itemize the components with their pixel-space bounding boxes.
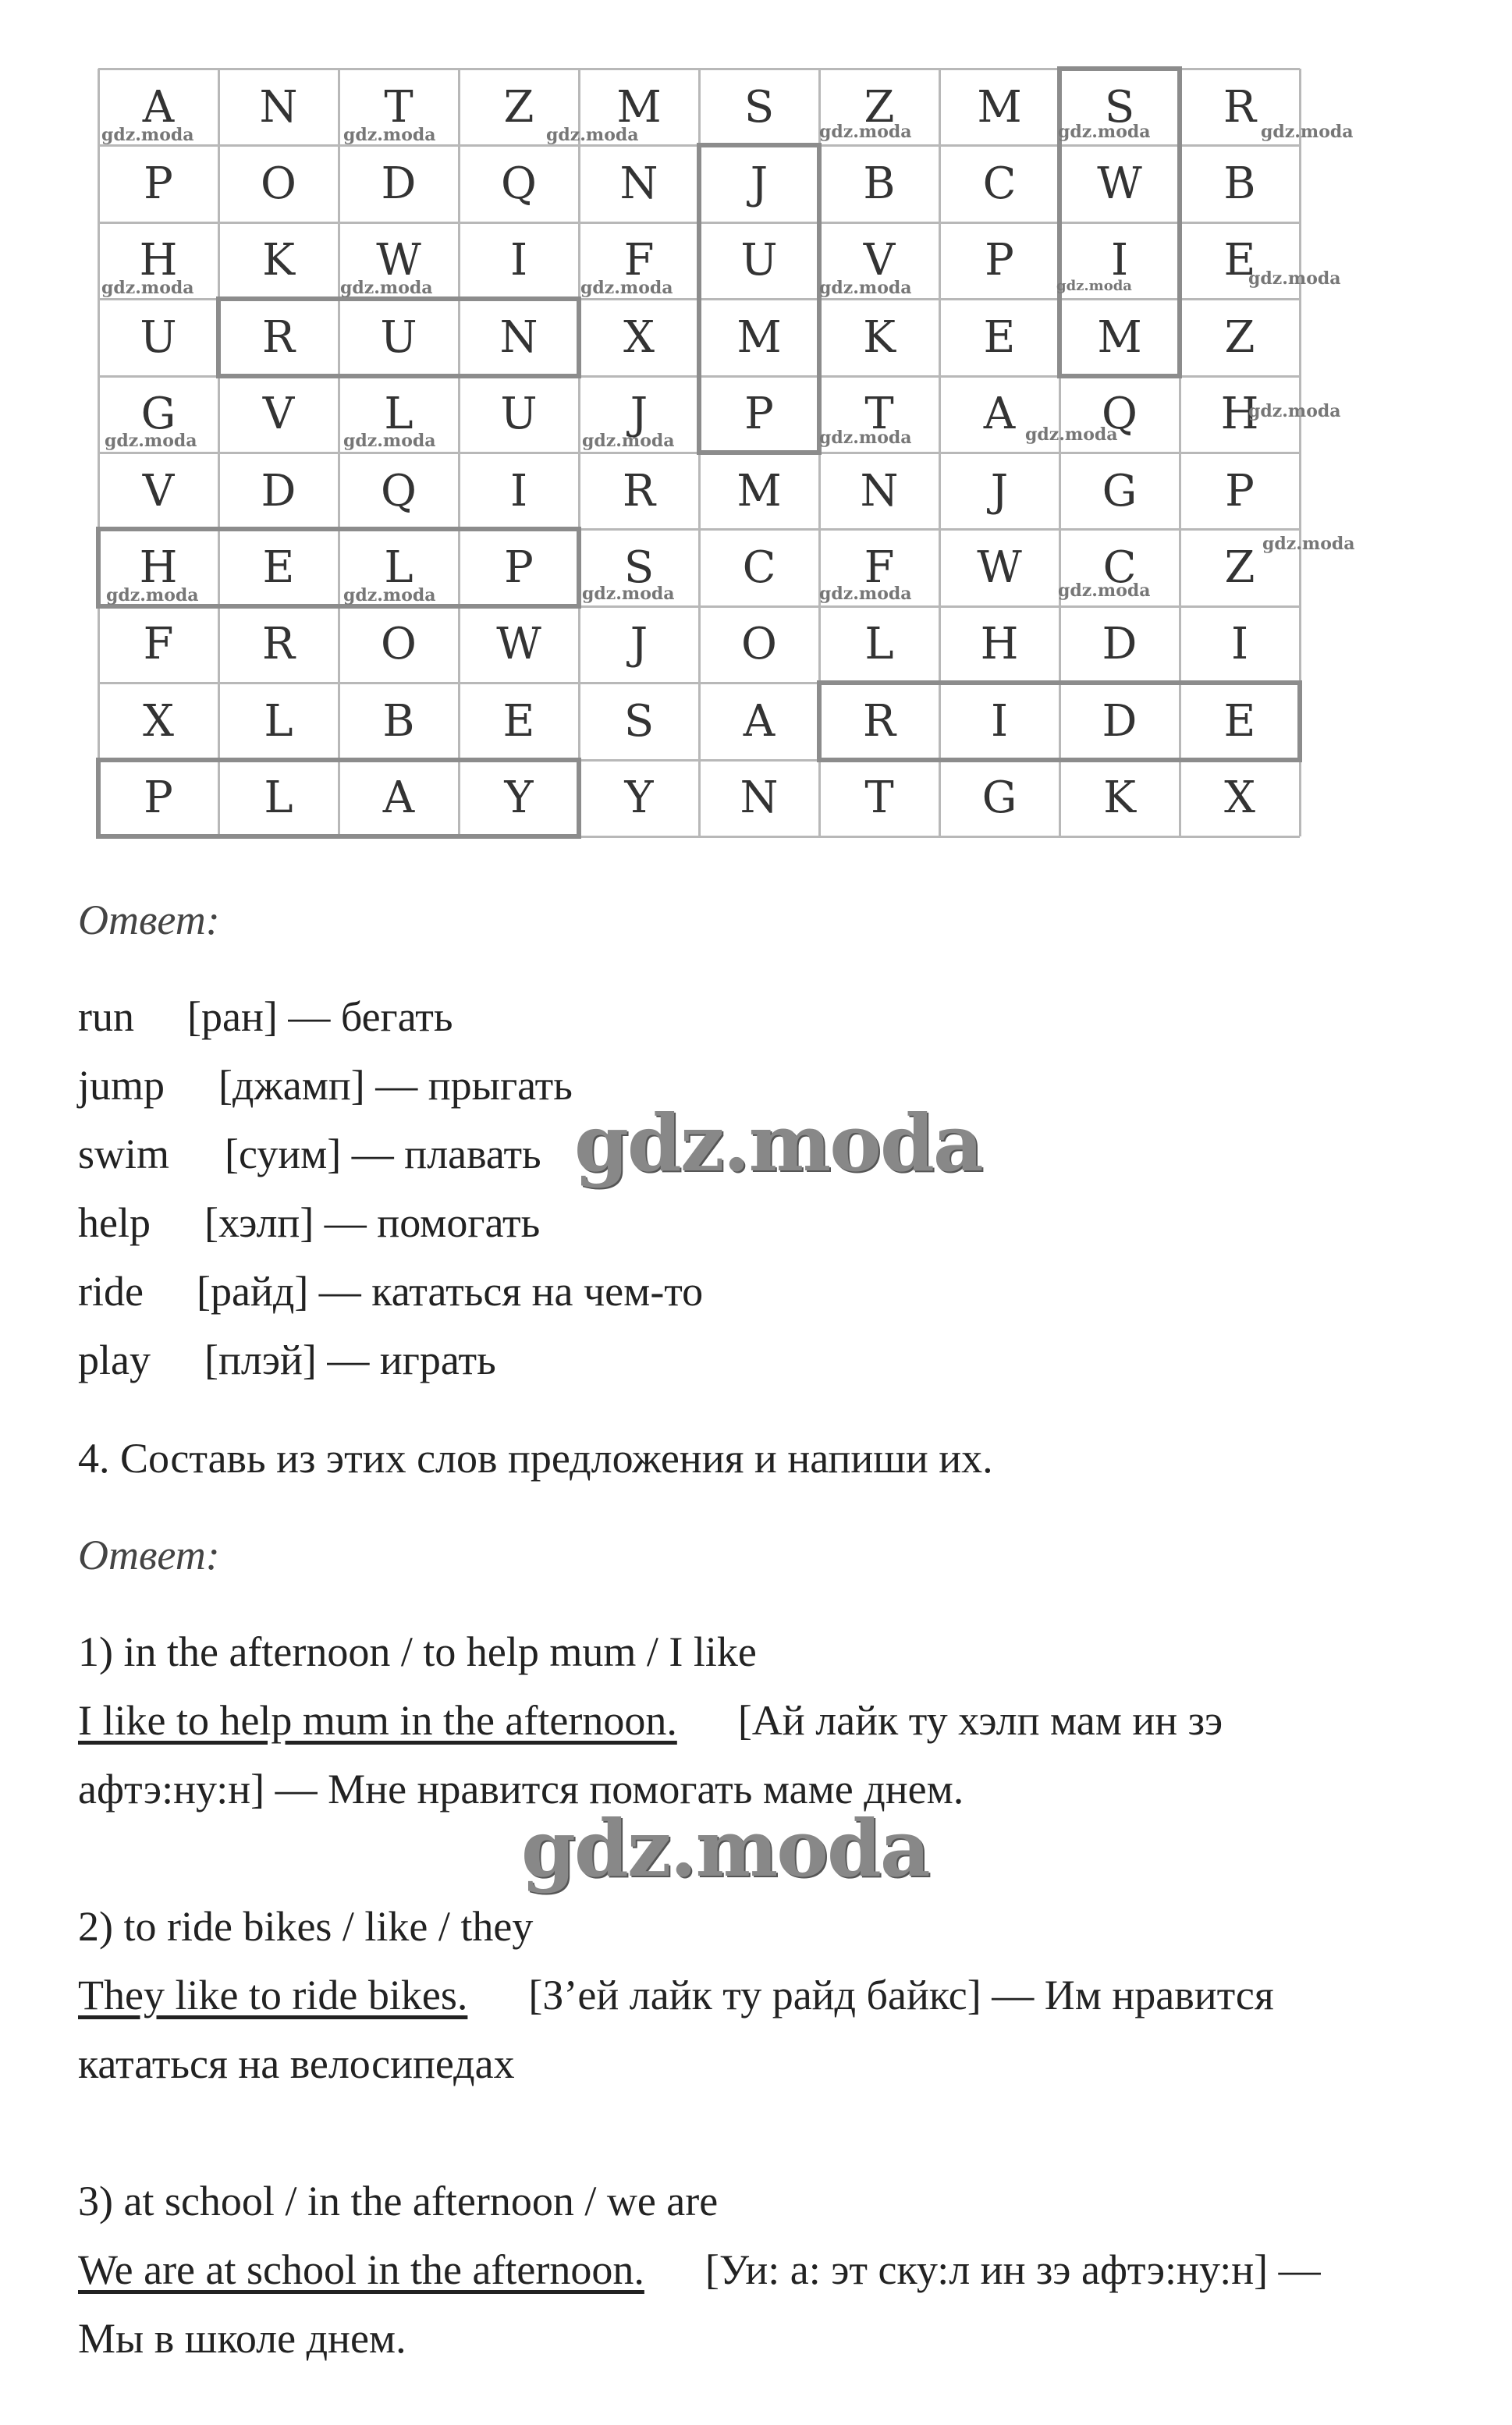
grid-cell: L xyxy=(384,542,413,594)
grid-cell: V xyxy=(863,235,896,286)
grid-cell: L xyxy=(264,695,293,747)
transcription-cont: кататься на велосипедах xyxy=(78,2040,515,2087)
grid-cell: J xyxy=(630,389,648,440)
grid-cell: C xyxy=(982,158,1017,210)
grid-cell: N xyxy=(499,311,538,363)
watermark-small: gdz.moda xyxy=(1262,534,1355,554)
grid-cell: S xyxy=(623,542,655,594)
grid-cell: Q xyxy=(381,465,417,517)
grid-cell: B xyxy=(382,695,415,747)
grid-cell: P xyxy=(144,158,173,210)
grid-cell: J xyxy=(750,158,768,210)
grid-cell: M xyxy=(616,81,662,133)
transcription: [Ай лайк ту хэлп мам ин зэ xyxy=(737,1697,1223,1744)
grid-cell: B xyxy=(1223,158,1256,210)
grid-cell: W xyxy=(977,542,1022,594)
watermark-small: gdz.moda xyxy=(1025,424,1118,445)
found-word-jump xyxy=(697,143,822,455)
found-word-play xyxy=(96,758,581,839)
grid-cell: F xyxy=(143,619,174,670)
watermark-small: gdz.moda xyxy=(819,122,912,142)
grid-cell: U xyxy=(380,311,417,363)
grid-cell: J xyxy=(990,465,1009,517)
watermark-small: gdz.moda xyxy=(1248,268,1341,289)
vocab-english: ride xyxy=(78,1268,144,1315)
grid-cell: K xyxy=(863,311,896,363)
grid-cell: W xyxy=(376,235,421,286)
grid-cell: L xyxy=(264,772,293,824)
grid-cell: O xyxy=(741,619,777,670)
vocab-line xyxy=(78,1267,703,1315)
grid-cell: N xyxy=(740,772,779,824)
grid-cell: U xyxy=(500,389,538,440)
watermark-big: gdz.moda xyxy=(521,1802,929,1894)
watermark-small: gdz.moda xyxy=(343,431,436,451)
grid-cell: C xyxy=(1102,542,1137,594)
grid-cell: W xyxy=(1097,158,1142,210)
grid-cell: S xyxy=(1104,81,1135,133)
grid-cell: A xyxy=(983,389,1016,440)
watermark-small: gdz.moda xyxy=(819,584,912,604)
grid-cell: F xyxy=(623,235,655,286)
prompt-line: 2) to ride bikes / like / they xyxy=(78,1903,534,1950)
transcription: [З’ей лайк ту райд байкс] — Им нравится xyxy=(528,1972,1274,2018)
grid-cell: E xyxy=(1223,695,1256,747)
vocab-line xyxy=(78,992,453,1041)
grid-cell: U xyxy=(140,311,177,363)
vocab-english: play xyxy=(78,1337,151,1383)
grid-cell: U xyxy=(740,235,778,286)
watermark-small: gdz.moda xyxy=(340,278,433,298)
grid-cell: H xyxy=(139,542,178,594)
watermark-small: gdz.moda xyxy=(343,585,436,605)
grid-cell: I xyxy=(990,695,1009,747)
grid-cell: V xyxy=(262,389,295,440)
grid-cell: K xyxy=(262,235,295,286)
answer-sentence: I like to help mum in the afternoon. xyxy=(78,1697,677,1744)
grid-cell: X xyxy=(623,311,655,363)
vocab-translation: [джамп] — прыгать xyxy=(218,1062,573,1109)
grid-cell: M xyxy=(977,81,1022,133)
grid-cell: T xyxy=(864,772,894,824)
vocab-translation: [ран] — бегать xyxy=(187,993,453,1040)
grid-cell: X xyxy=(143,695,174,747)
found-word-ride xyxy=(817,680,1302,762)
watermark-small: gdz.moda xyxy=(582,584,675,604)
grid-cell: I xyxy=(509,465,528,517)
grid-cell: Y xyxy=(624,772,654,824)
grid-cell: Y xyxy=(504,772,534,824)
grid-cell: I xyxy=(1110,235,1129,286)
grid-cell: R xyxy=(862,695,896,747)
grid-cell: D xyxy=(1102,619,1138,670)
grid-cell: R xyxy=(622,465,656,517)
grid-cell: F xyxy=(864,542,895,594)
grid-cell: I xyxy=(1230,619,1249,670)
answer-sentence: We are at school in the afternoon. xyxy=(78,2246,644,2293)
vocab-english: swim xyxy=(78,1131,170,1177)
grid-cell: Q xyxy=(1102,389,1138,440)
grid-cell: M xyxy=(1097,311,1142,363)
grid-cell: P xyxy=(504,542,534,594)
watermark-small: gdz.moda xyxy=(1056,278,1132,294)
grid-cell: T xyxy=(864,389,894,440)
grid-cell: W xyxy=(496,619,541,670)
grid-cell: G xyxy=(140,389,176,440)
grid-cell: N xyxy=(860,465,899,517)
grid-cell: H xyxy=(139,235,178,286)
answer-line xyxy=(78,1971,1274,2019)
grid-cell: X xyxy=(1224,772,1255,824)
grid-cell: K xyxy=(1103,772,1136,824)
watermark-small: gdz.moda xyxy=(1248,401,1341,421)
prompt-line: 1) in the afternoon / to help mum / I like xyxy=(78,1628,757,1675)
answer-label: Ответ: xyxy=(78,1532,220,1578)
grid-cell: D xyxy=(261,465,296,517)
word-search-grid xyxy=(98,69,1300,836)
found-word-run xyxy=(216,296,581,378)
vocab-line xyxy=(78,1336,496,1384)
grid-cell: V xyxy=(142,465,175,517)
grid-cell: O xyxy=(261,158,296,210)
watermark-big: gdz.moda xyxy=(574,1097,982,1189)
grid-cell: J xyxy=(630,619,648,670)
grid-cell: H xyxy=(980,619,1019,670)
watermark-small: gdz.moda xyxy=(546,125,639,145)
grid-cell: P xyxy=(144,772,173,824)
grid-cell: Z xyxy=(1224,542,1255,594)
grid-cell: Z xyxy=(1224,311,1255,363)
vocab-english: run xyxy=(78,993,134,1040)
grid-cell: M xyxy=(736,311,782,363)
grid-cell: R xyxy=(261,619,296,670)
found-word-swim xyxy=(1057,66,1182,378)
watermark-small: gdz.moda xyxy=(1261,122,1354,142)
vocab-line xyxy=(78,1198,540,1247)
grid-cell: D xyxy=(381,158,417,210)
grid-cell: A xyxy=(743,695,776,747)
grid-cell: G xyxy=(981,772,1017,824)
grid-cell: R xyxy=(261,311,296,363)
grid-cell: S xyxy=(744,81,775,133)
vocab-translation: [райд] — кататься на чем-то xyxy=(197,1268,704,1315)
grid-cell: N xyxy=(619,158,658,210)
task-title: 4. Составь из этих слов предложения и напиши их. xyxy=(78,1435,993,1482)
answer-line xyxy=(78,2246,1321,2294)
answer-sentence: They like to ride bikes. xyxy=(78,1972,468,2018)
vocab-translation: [плэй] — играть xyxy=(204,1337,496,1383)
answer-line xyxy=(78,1696,1223,1745)
watermark-small: gdz.moda xyxy=(101,278,194,298)
grid-cell: R xyxy=(1223,81,1257,133)
grid-cell: P xyxy=(744,389,774,440)
watermark-small: gdz.moda xyxy=(106,585,199,605)
transcription-cont: афтэ:ну:н] — Мне нравится помогать маме днем. xyxy=(78,1766,964,1813)
grid-cell: S xyxy=(623,695,655,747)
grid-cell: H xyxy=(1220,389,1259,440)
grid-cell: T xyxy=(384,81,413,133)
watermark-small: gdz.moda xyxy=(101,125,194,145)
watermark-small: gdz.moda xyxy=(343,125,436,145)
grid-cell: Z xyxy=(503,81,534,133)
grid-cell: L xyxy=(864,619,894,670)
grid-cell: P xyxy=(985,235,1014,286)
grid-cell: Z xyxy=(864,81,895,133)
watermark-small: gdz.moda xyxy=(819,278,912,298)
grid-cell: P xyxy=(1225,465,1255,517)
grid-cell: D xyxy=(1102,695,1138,747)
grid-cell: O xyxy=(381,619,417,670)
transcription-cont: Мы в школе днем. xyxy=(78,2315,406,2362)
grid-cell: E xyxy=(983,311,1016,363)
grid-cell: C xyxy=(742,542,776,594)
watermark-small: gdz.moda xyxy=(1058,122,1151,142)
grid-cell: E xyxy=(1223,235,1256,286)
vocab-line xyxy=(78,1130,541,1178)
grid-cell: L xyxy=(384,389,413,440)
grid-cell: I xyxy=(509,235,528,286)
grid-cell: B xyxy=(863,158,896,210)
watermark-small: gdz.moda xyxy=(580,278,673,298)
transcription: [Уи: а: эт ску:л ин зэ афтэ:ну:н] — xyxy=(705,2246,1321,2293)
vocab-translation: [хэлп] — помогать xyxy=(204,1199,541,1246)
grid-cell: A xyxy=(142,81,175,133)
vocab-line xyxy=(78,1061,573,1110)
vocab-english: jump xyxy=(78,1062,165,1109)
grid-cell: Q xyxy=(501,158,537,210)
grid-cell: E xyxy=(262,542,295,594)
grid-cell: M xyxy=(736,465,782,517)
grid-cell: N xyxy=(259,81,298,133)
grid-cell: G xyxy=(1102,465,1138,517)
watermark-small: gdz.moda xyxy=(105,431,197,451)
grid-cell: A xyxy=(382,772,415,824)
vocab-translation: [суим] — плавать xyxy=(225,1131,541,1177)
vocab-english: help xyxy=(78,1199,151,1246)
watermark-small: gdz.moda xyxy=(582,431,675,451)
watermark-small: gdz.moda xyxy=(819,428,912,448)
grid-cell: E xyxy=(502,695,535,747)
watermark-small: gdz.moda xyxy=(1058,581,1151,601)
prompt-line: 3) at school / in the afternoon / we are xyxy=(78,2178,719,2224)
answer-label: Ответ: xyxy=(78,897,220,943)
